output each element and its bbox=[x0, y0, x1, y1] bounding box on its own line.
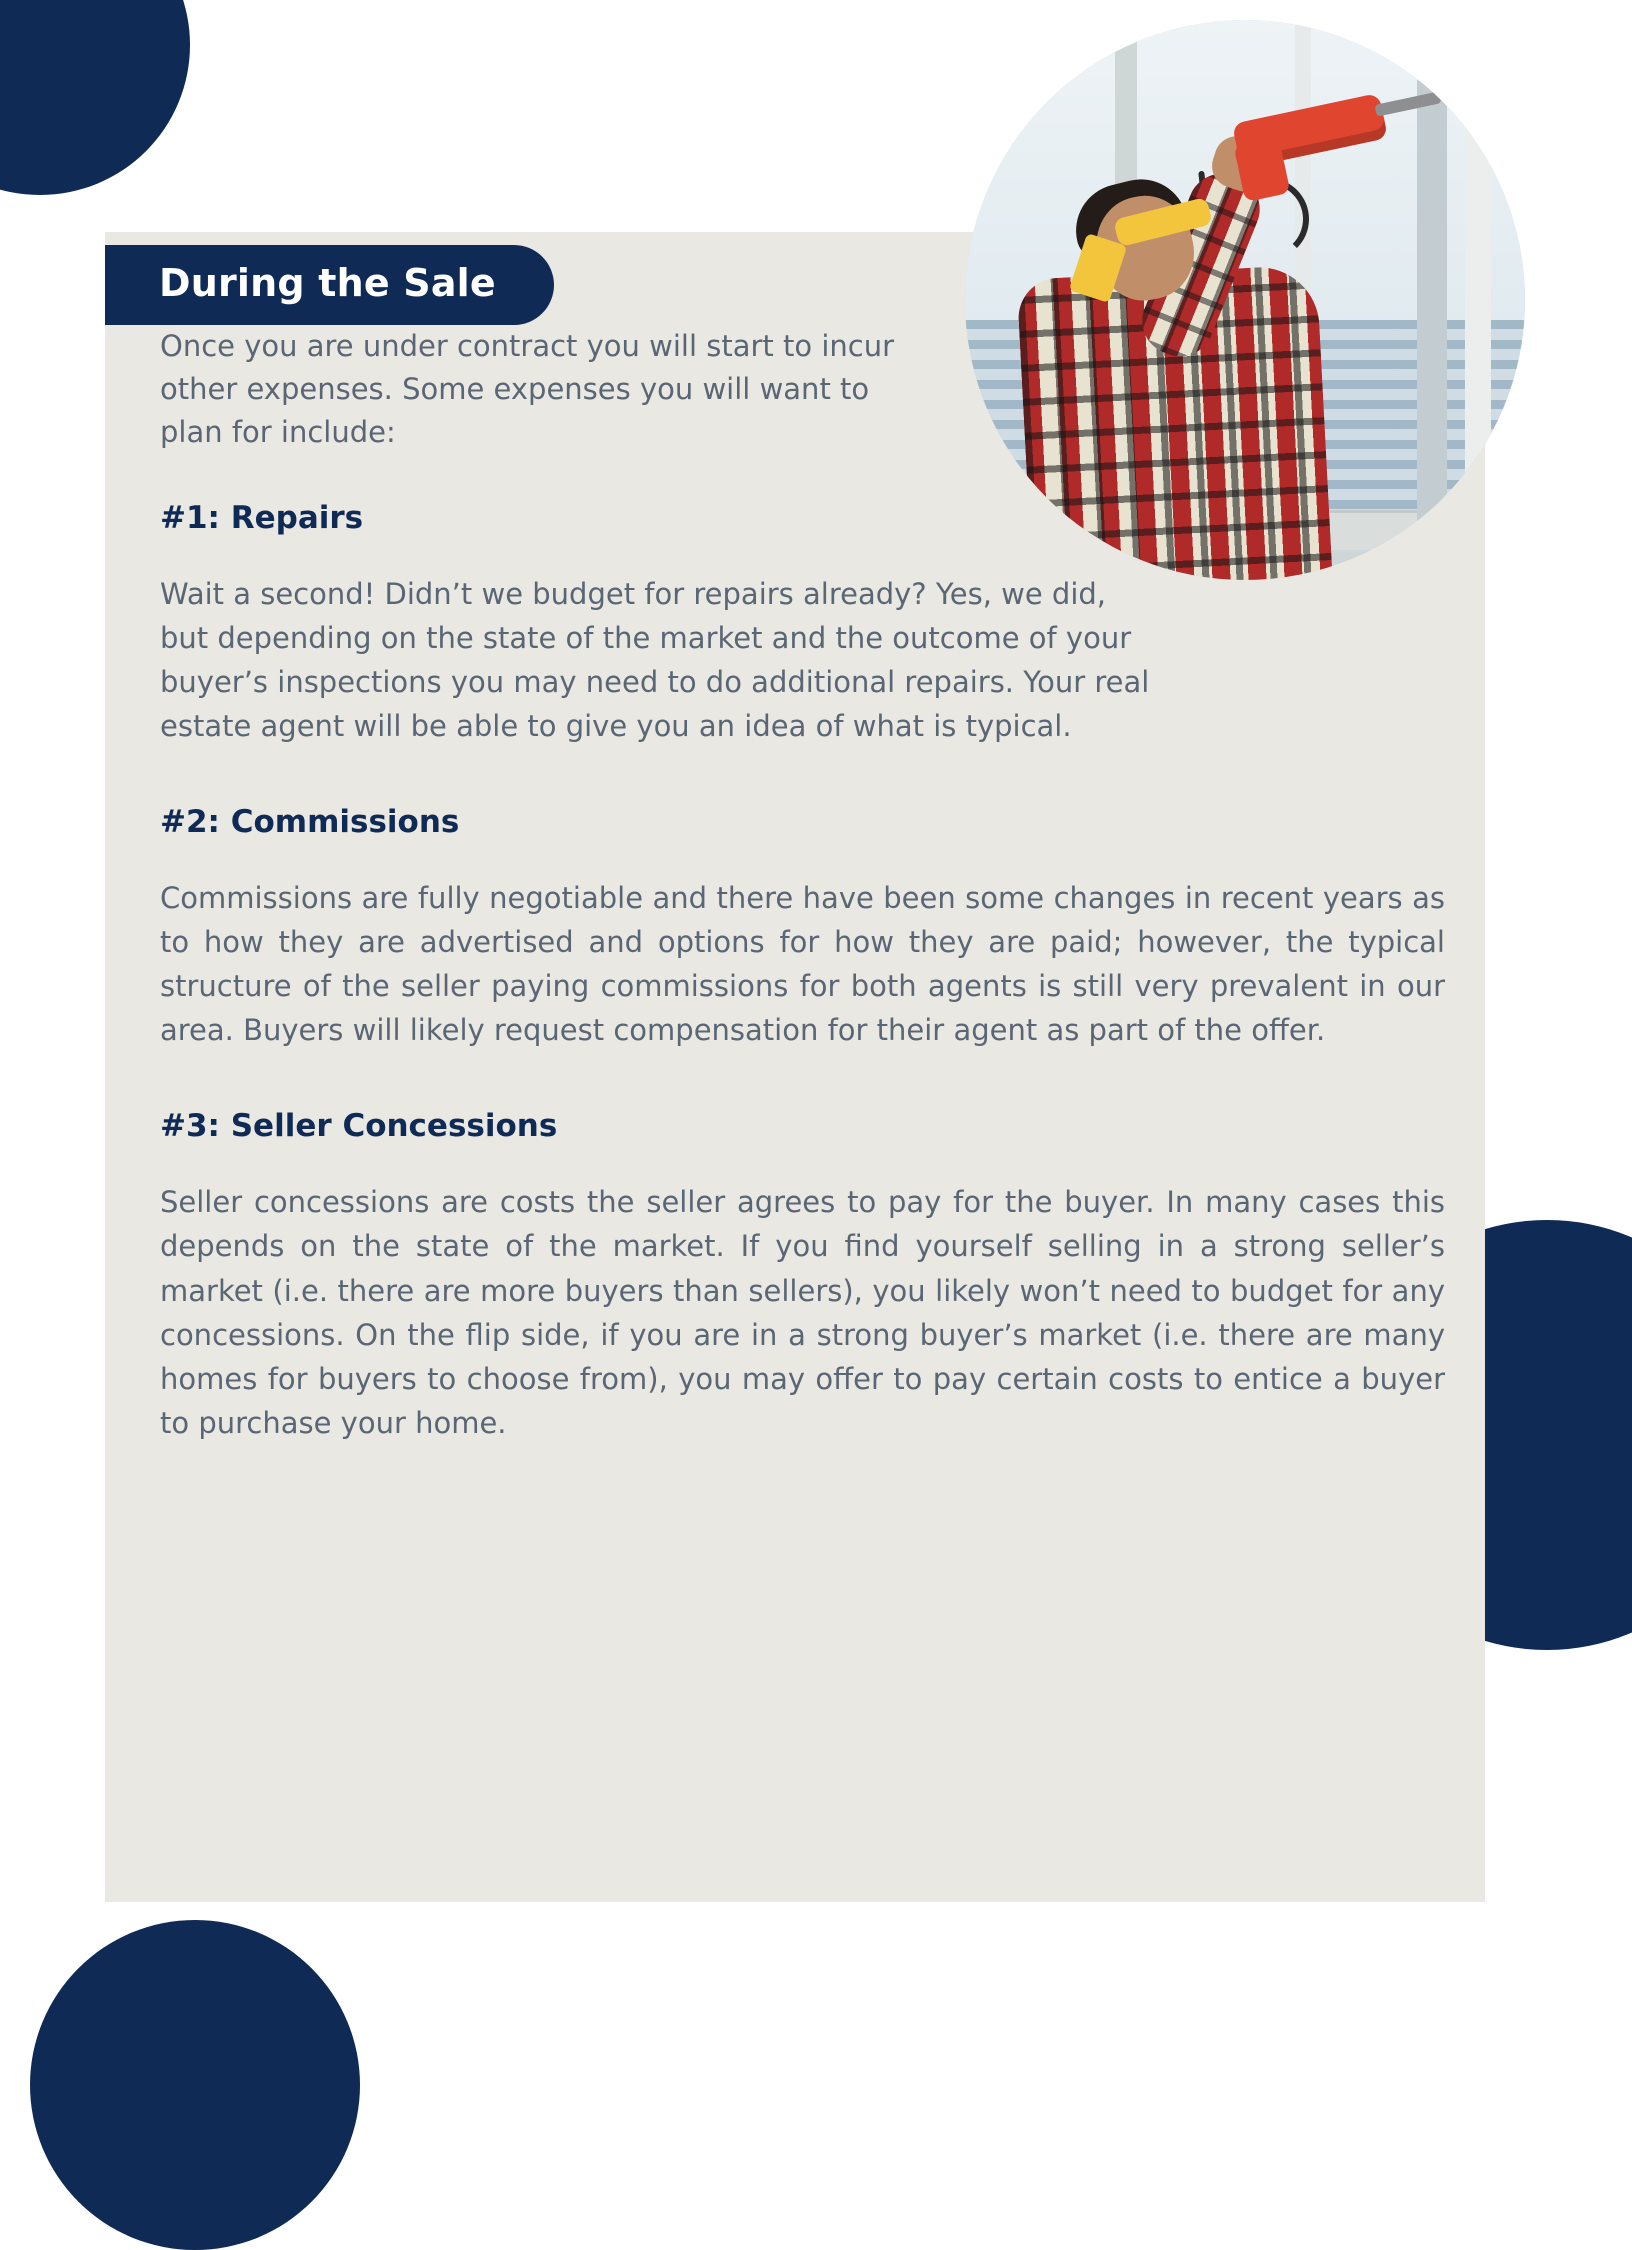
section-title: During the Sale bbox=[105, 245, 554, 325]
intro-paragraph: Once you are under contract you will start to incur other expenses. Some expenses you will want to plan for include: bbox=[160, 329, 895, 449]
heading-seller-concessions: #3: Seller Concessions bbox=[160, 1108, 558, 1145]
photo-window-mullion bbox=[1465, 20, 1491, 580]
article-body bbox=[160, 325, 1460, 1491]
decorative-circle-top-left bbox=[0, 0, 190, 195]
paragraph-commissions: Commissions are fully negotiable and there have been some changes in recent years as to how they are advertised and options for how they are paid; however, the typical structure of the seller paying commissions for both agents is still very prevalent in our area. Buyers will likely request compensation for their agent as part of the offer. bbox=[160, 881, 1445, 1048]
decorative-circle-bottom-left bbox=[30, 1920, 360, 2250]
paragraph-seller-concessions: Seller concessions are costs the seller agrees to pay for the buyer. In many cases this depends on the state of the market. If you find yourself selling in a strong seller’s market (i.e. there are more buyers than sellers), you likely won’t need to budget for any concessions. On the flip side, if you are in a strong buyer’s market (i.e. there are many homes for buyers to choose from), you may offer to pay certain costs to entice a buyer to purchase your home. bbox=[160, 1185, 1445, 1440]
paragraph-repairs: Wait a second! Didn’t we budget for repairs already? Yes, we did, but depending on the state of the market and the outcome of your buyer’s inspections you may need to do additional repairs. Your real estate agent will be able to give you an idea of what is typical. bbox=[160, 576, 1150, 743]
heading-commissions: #2: Commissions bbox=[160, 804, 460, 841]
heading-repairs: #1: Repairs bbox=[160, 499, 364, 536]
